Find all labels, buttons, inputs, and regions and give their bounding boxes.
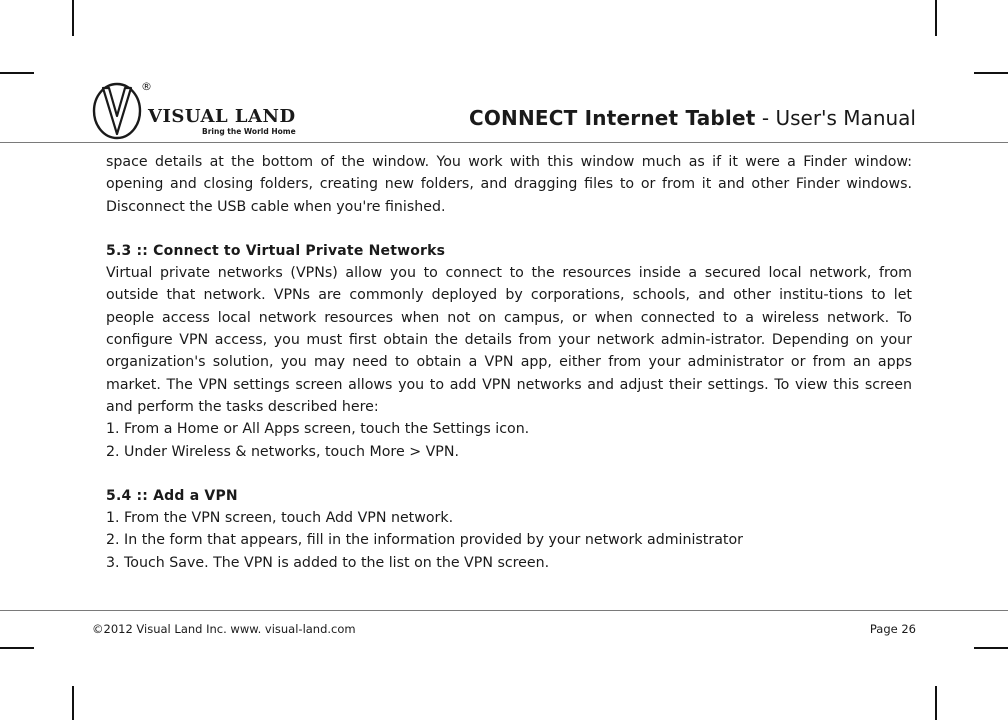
title-suffix: - User's Manual [761, 106, 916, 130]
brand-name: VISUAL LAND [148, 106, 296, 127]
page-content [106, 151, 912, 574]
section-5-4-steps [106, 507, 912, 574]
crop-mark-top-right [935, 0, 937, 36]
list-item: 3. Touch Save. The VPN is added to the list on the VPN screen. [106, 554, 550, 571]
section-heading-5-4: 5.4 :: Add a VPN [106, 487, 238, 504]
crop-mark-left-upper [0, 72, 34, 74]
registered-mark: ® [141, 80, 152, 93]
section-5-3-steps [106, 418, 912, 463]
page-number: Page 26 [869, 622, 916, 636]
list-item: 2. In the form that appears, fill in the information provided by your network administrator [106, 532, 743, 549]
section-heading-5-3: 5.3 :: Connect to Virtual Private Networks [106, 242, 446, 259]
crop-mark-top-left [72, 0, 74, 36]
product-name: CONNECT Internet Tablet [468, 106, 756, 130]
intro-paragraph: space details at the bottom of the window. You work with this window much as if it were a Finder window: opening and closing folders, creating new folders, and dragging files to or from it and other Finder windows. Disconnect the USB cable when you're finished. [106, 154, 912, 215]
crop-mark-left-lower [0, 647, 34, 649]
list-item: 1. From a Home or All Apps screen, touch the Settings icon. [106, 421, 530, 438]
list-item: 2. Under Wireless & networks, touch More > VPN. [106, 443, 459, 460]
brand-tagline: Bring the World Home [202, 127, 296, 136]
document-title [469, 106, 916, 130]
brand-logo [90, 78, 300, 140]
crop-mark-right-lower [974, 647, 1008, 649]
crop-mark-right-upper [974, 72, 1008, 74]
section-5-3-paragraph: Virtual private networks (VPNs) allow you to connect to the resources inside a secured local network, from outside that network. VPNs are commonly deployed by corporations, schools, and other institu-tions to let people access local network resources when not on campus, or when connected to a wireless network. To configure VPN access, you must first obtain the details from your network admin-istrator. Depending on your organization's solution, you may need to obtain a VPN app, either from your administrator or from an apps market. The VPN settings screen allows you to add VPN networks and adjust their settings. To view this screen and perform the tasks described here: [106, 265, 912, 415]
crop-mark-bottom-left [72, 686, 74, 720]
v-circle-logo-icon [90, 78, 146, 140]
header-divider [0, 142, 1008, 143]
footer-copyright: ©2012 Visual Land Inc. www. visual-land.com [92, 622, 356, 636]
list-item: 1. From the VPN screen, touch Add VPN network. [106, 510, 454, 527]
crop-mark-bottom-right [935, 686, 937, 720]
footer-divider [0, 610, 1008, 611]
